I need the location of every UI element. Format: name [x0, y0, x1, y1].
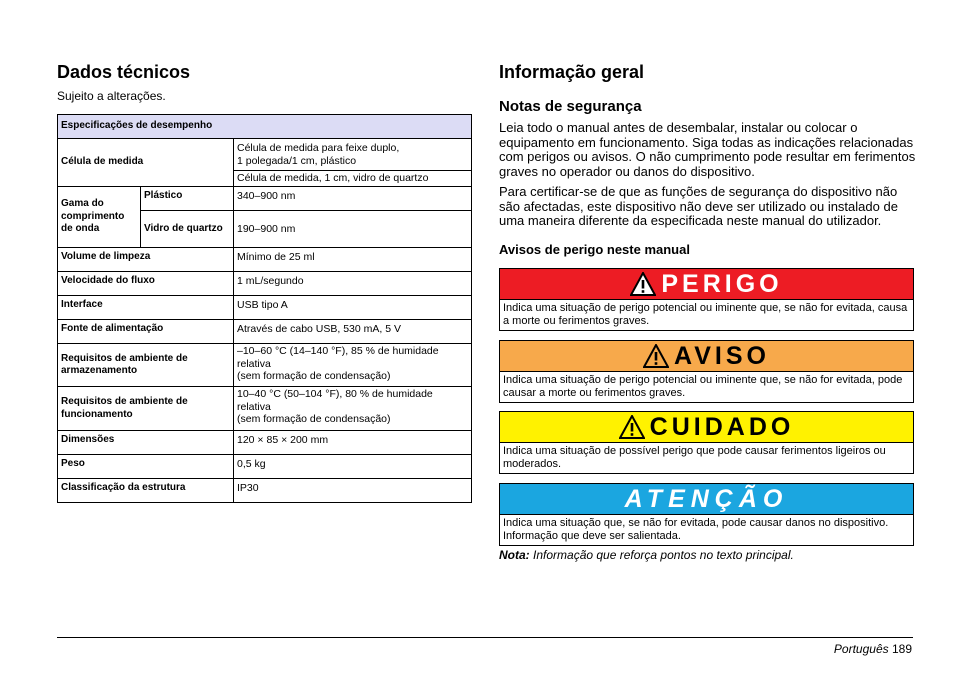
cell-label: Peso	[58, 455, 234, 479]
hazard-box-warning	[499, 340, 914, 403]
cell-value: USB tipo A	[234, 296, 472, 320]
cell-value-line: 1 polegada/1 cm, plástico	[237, 154, 357, 167]
cell-label-measuring-cell: Célula de medida	[58, 139, 234, 187]
section-title-technical-data: Dados técnicos	[57, 62, 191, 82]
table-row	[58, 431, 472, 455]
cell-value-measuring-cell-1	[234, 139, 472, 171]
cell-label-quartz-glass: Vidro de quartzo	[141, 211, 234, 248]
cell-value-quartz-glass: 190–900 nm	[234, 211, 472, 248]
cell-value-measuring-cell-2: Célula de medida, 1 cm, vidro de quartzo	[234, 171, 472, 187]
note-line	[499, 548, 794, 562]
hazard-banner-warning	[500, 341, 913, 372]
cell-label: Volume de limpeza	[58, 248, 234, 272]
hazard-box-notice	[499, 483, 914, 546]
section-title-general-info: Informação geral	[499, 62, 645, 82]
cell-value: 120 × 85 × 200 mm	[234, 431, 472, 455]
cell-label: Velocidade do fluxo	[58, 272, 234, 296]
cell-value-line: –10–60 °C (14–140 °F), 85 % de humidade relativa	[237, 345, 439, 370]
cell-value: 1 mL/segundo	[234, 272, 472, 296]
cell-value-operating	[234, 387, 472, 431]
cell-value-plastic: 340–900 nm	[234, 187, 472, 211]
hazard-text-caution: Indica uma situação de possível perigo que pode causar ferimentos ligeiros ou moderados.	[503, 445, 886, 470]
cell-label-storage: Requisitos de ambiente de armazenamento	[58, 344, 234, 387]
hazard-banner-caution	[500, 412, 913, 443]
cell-label-plastic: Plástico	[141, 187, 234, 211]
cell-label: Classificação da estrutura	[58, 479, 234, 503]
cell-label: Fonte de alimentação	[58, 320, 234, 344]
paragraph-safety-1: Leia todo o manual antes de desembalar, instalar ou colocar o equipamento em funcionamento. Siga todas as indicações relacionadas com perigos ou avisos. O não cumprimento pode resultar em ferimentos graves no operador ou danos do dispositivo.	[499, 120, 916, 179]
table-row	[58, 272, 472, 296]
heading-hazard-warnings: Avisos de perigo neste manual	[499, 242, 690, 257]
table-row	[58, 387, 472, 431]
footer-divider	[57, 637, 913, 638]
table-row	[58, 320, 472, 344]
hazard-text-notice: Indica uma situação que, se não for evitada, pode causar danos no dispositivo. Informação que deve ser salientada.	[503, 517, 889, 542]
cell-value: 0,5 kg	[234, 455, 472, 479]
cell-value-line: 10–40 °C (50–104 °F), 80 % de humidade relativa	[237, 388, 433, 413]
cell-value: IP30	[234, 479, 472, 503]
table-row	[58, 344, 472, 387]
cell-value: Mínimo de 25 ml	[234, 248, 472, 272]
footer-language: Português	[833, 642, 889, 656]
cell-label: Interface	[58, 296, 234, 320]
note-text: Informação que reforça pontos no texto principal.	[533, 548, 794, 562]
table-header-row	[58, 115, 472, 139]
cell-label-wavelength-range: Gama do comprimento de onda	[58, 187, 141, 248]
hazard-banner-danger	[500, 269, 913, 300]
paragraph-safety-2: Para certificar-se de que as funções de segurança do dispositivo não são afectadas, este dispositivo não deve ser utilizado ou instalado de uma maneira diferente da especificada neste manual do utilizador.	[499, 184, 898, 228]
subject-to-change-note: Sujeito a alterações.	[57, 89, 166, 103]
table-header-performance: Especificações de desempenho	[58, 115, 472, 139]
cell-value: Através de cabo USB, 530 mA, 5 V	[234, 320, 472, 344]
hazard-text-warning: Indica uma situação de perigo potencial ou iminente que, se não for evitada, pode causar a morte ou ferimentos graves.	[503, 374, 903, 399]
hazard-box-danger	[499, 268, 914, 331]
hazard-word-warning: AVISO	[674, 341, 770, 370]
heading-safety-notes: Notas de segurança	[499, 98, 642, 115]
table-row	[58, 455, 472, 479]
table-row	[58, 296, 472, 320]
hazard-word-danger: PERIGO	[661, 269, 783, 298]
cell-value-line: Célula de medida para feixe duplo,	[237, 142, 400, 154]
footer-page-info	[834, 642, 912, 656]
hazard-word-notice: ATENÇÃO	[624, 484, 789, 513]
cell-value-line: (sem formação de condensação)	[237, 370, 391, 382]
table-row	[58, 139, 472, 171]
specifications-table	[57, 114, 472, 503]
table-row	[58, 187, 472, 211]
note-label: Nota:	[499, 548, 530, 562]
cell-value-line: (sem formação de condensação)	[237, 413, 391, 425]
cell-value-storage	[234, 344, 472, 387]
cell-label: Dimensões	[58, 431, 234, 455]
warning-triangle-icon	[619, 415, 645, 439]
footer-page-number: 189	[891, 642, 912, 656]
warning-triangle-icon	[643, 344, 669, 368]
cell-label-operating: Requisitos de ambiente de funcionamento	[58, 387, 234, 431]
hazard-word-caution: CUIDADO	[649, 412, 795, 441]
table-row	[58, 479, 472, 503]
hazard-text-danger: Indica uma situação de perigo potencial ou iminente que, se não for evitada, causa a morte ou ferimentos graves.	[503, 302, 908, 327]
hazard-banner-notice	[500, 484, 913, 515]
warning-triangle-icon	[630, 272, 656, 296]
table-row	[58, 248, 472, 272]
hazard-box-caution	[499, 411, 914, 474]
